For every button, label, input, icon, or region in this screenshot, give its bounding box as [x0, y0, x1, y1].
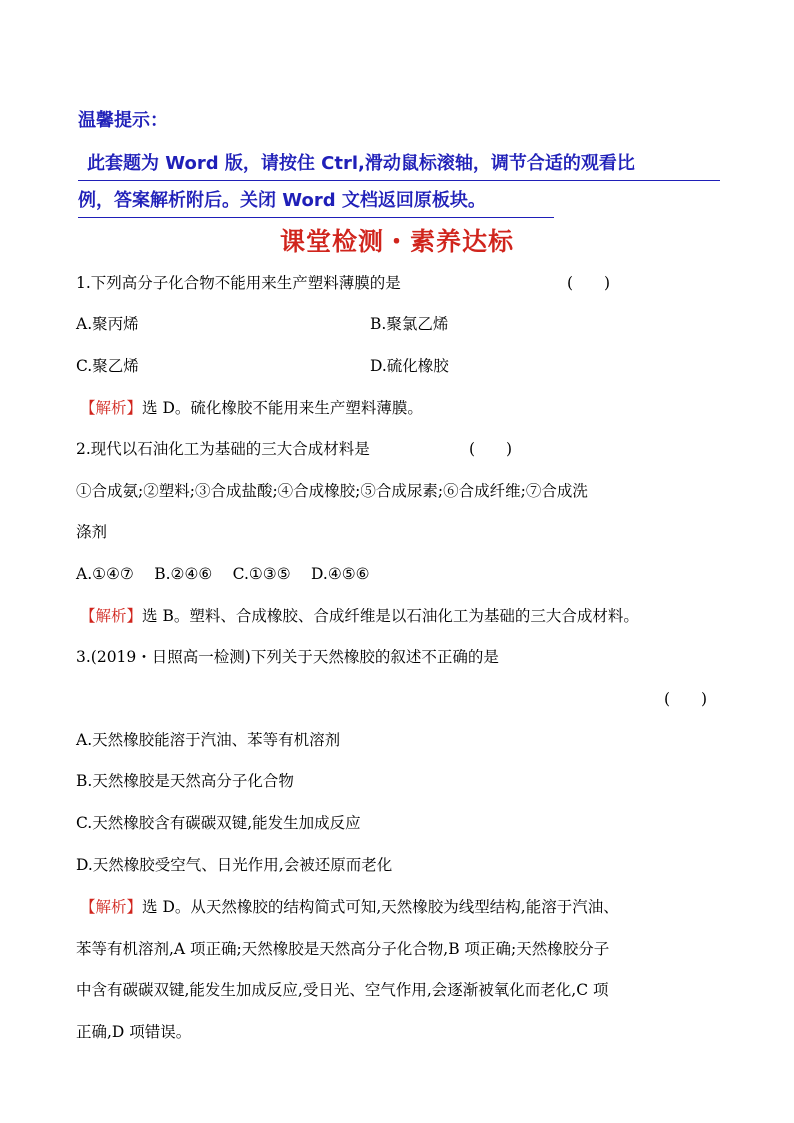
q2-items-line-2: 涤剂: [76, 523, 108, 541]
q2-analysis: [80, 606, 639, 626]
q2-analysis-text: 选 B。塑料、合成橡胶、合成纤维是以石油化工为基础的三大合成材料。: [142, 607, 639, 625]
q3-option-d: D.天然橡胶受空气、日光作用,会被还原而老化: [76, 856, 393, 874]
q3-analysis-line-3: 中含有碳碳双键,能发生加成反应,受日光、空气作用,会逐渐被氧化而老化,C 项: [76, 981, 609, 999]
q1-analysis: [80, 398, 423, 418]
q1-option-b: B.聚氯乙烯: [370, 315, 449, 333]
q1-analysis-text: 选 D。硫化橡胶不能用来生产塑料薄膜。: [142, 399, 423, 417]
analysis-tag: 【解析】: [80, 399, 143, 417]
q1-stem: 1.下列高分子化合物不能用来生产塑料薄膜的是: [76, 274, 401, 292]
q3-answer-paren: ( ): [664, 690, 708, 708]
q1-option-a: A.聚丙烯: [76, 315, 139, 333]
q1-option-c: C.聚乙烯: [76, 357, 139, 375]
q3-option-a: A.天然橡胶能溶于汽油、苯等有机溶剂: [76, 731, 341, 749]
q3-analysis-text-1: 选 D。从天然橡胶的结构简式可知,天然橡胶为线型结构,能溶于汽油、: [142, 898, 619, 916]
q3-analysis-line-1: [80, 897, 619, 917]
q2-options: A.①④⑦ B.②④⑥ C.①③⑤ D.④⑤⑥: [76, 565, 370, 583]
q2-stem: 2.现代以石油化工为基础的三大合成材料是: [76, 440, 370, 458]
tip-body: [78, 146, 720, 220]
q1-option-d: D.硫化橡胶: [370, 357, 449, 375]
q2-answer-paren: ( ): [469, 440, 513, 458]
q3-analysis-line-2: 苯等有机溶剂,A 项正确;天然橡胶是天然高分子化合物,B 项正确;天然橡胶分子: [76, 940, 610, 958]
q1-answer-paren: ( ): [567, 274, 611, 292]
q3-option-b: B.天然橡胶是天然高分子化合物: [76, 772, 294, 790]
section-title: 课堂检测・素养达标: [279, 227, 514, 256]
tip-line-1: 此套题为 Word 版，请按住 Ctrl,滑动鼠标滚轴，调节合适的观看比: [78, 146, 720, 181]
q3-analysis-line-4: 正确,D 项错误。: [76, 1023, 192, 1041]
q3-option-c: C.天然橡胶含有碳碳双键,能发生加成反应: [76, 814, 361, 832]
analysis-tag: 【解析】: [80, 607, 143, 625]
analysis-tag: 【解析】: [80, 898, 143, 916]
tip-line-2: 例，答案解析附后。关闭 Word 文档返回原板块。: [78, 183, 554, 218]
q3-stem: 3.(2019・日照高一检测)下列关于天然橡胶的叙述不正确的是: [76, 648, 499, 666]
tip-title: 温馨提示：: [78, 110, 168, 131]
q2-items-line-1: ①合成氨;②塑料;③合成盐酸;④合成橡胶;⑤合成尿素;⑥合成纤维;⑦合成洗: [76, 482, 588, 500]
